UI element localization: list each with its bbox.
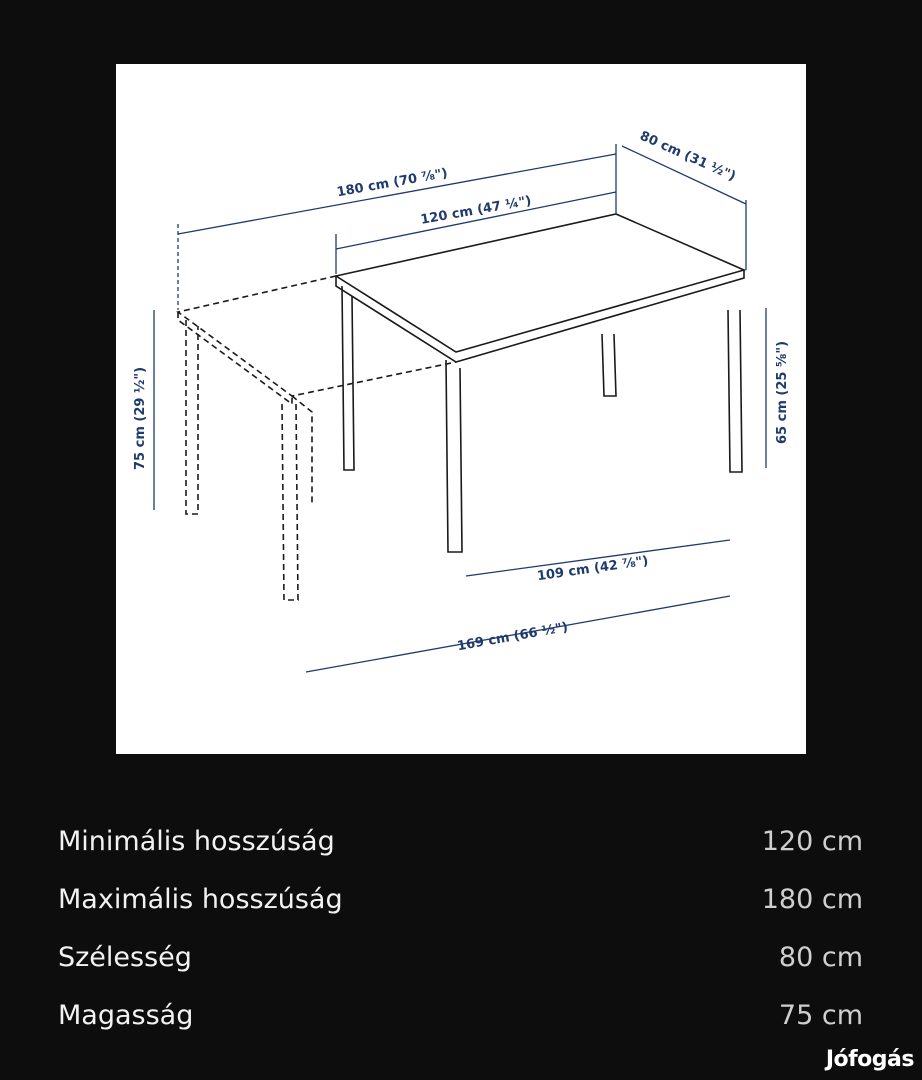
extension-leg-left-dashed <box>186 320 198 514</box>
table-leg-front-right <box>728 310 742 472</box>
extension-edge-dashed <box>178 312 292 404</box>
table-top-outline <box>336 214 744 352</box>
table-top-edge <box>336 270 744 362</box>
spec-label: Magasság <box>58 999 194 1031</box>
spec-label: Minimális hosszúság <box>58 825 335 857</box>
table-leg-back-left <box>342 286 354 470</box>
dim-min-length: 120 cm (47 ¼") <box>419 193 533 228</box>
spec-label: Szélesség <box>58 941 192 973</box>
extension-leg-front-dashed <box>282 404 298 600</box>
table-drawing <box>116 64 806 754</box>
jofogas-logo: Jófogás <box>825 1047 914 1072</box>
spec-value: 75 cm <box>778 999 863 1031</box>
dim-max-length: 180 cm (70 ⅞") <box>335 166 449 201</box>
extension-leg-inner-dashed <box>292 396 312 504</box>
dim-height: 75 cm (29 ½") <box>133 366 148 470</box>
spec-value: 120 cm <box>761 825 863 857</box>
dim-inner-height: 65 cm (25 ⅝") <box>775 340 790 444</box>
spec-value: 80 cm <box>778 941 863 973</box>
spec-label: Maximális hosszúság <box>58 883 343 915</box>
dim-leg-span-long: 169 cm (66 ½") <box>456 620 570 655</box>
table-leg-back-right <box>602 334 616 396</box>
spec-list <box>58 812 863 1044</box>
table-dimensions-figure <box>116 64 806 754</box>
spec-row-width <box>58 928 863 986</box>
spec-row-max-length <box>58 870 863 928</box>
table-leg-front-left <box>446 360 462 552</box>
spec-row-height <box>58 986 863 1044</box>
spec-value: 180 cm <box>761 883 863 915</box>
dim-leg-span-short: 109 cm (42 ⅞") <box>536 553 650 585</box>
dim-width: 80 cm (31 ½") <box>637 128 738 185</box>
spec-row-min-length <box>58 812 863 870</box>
